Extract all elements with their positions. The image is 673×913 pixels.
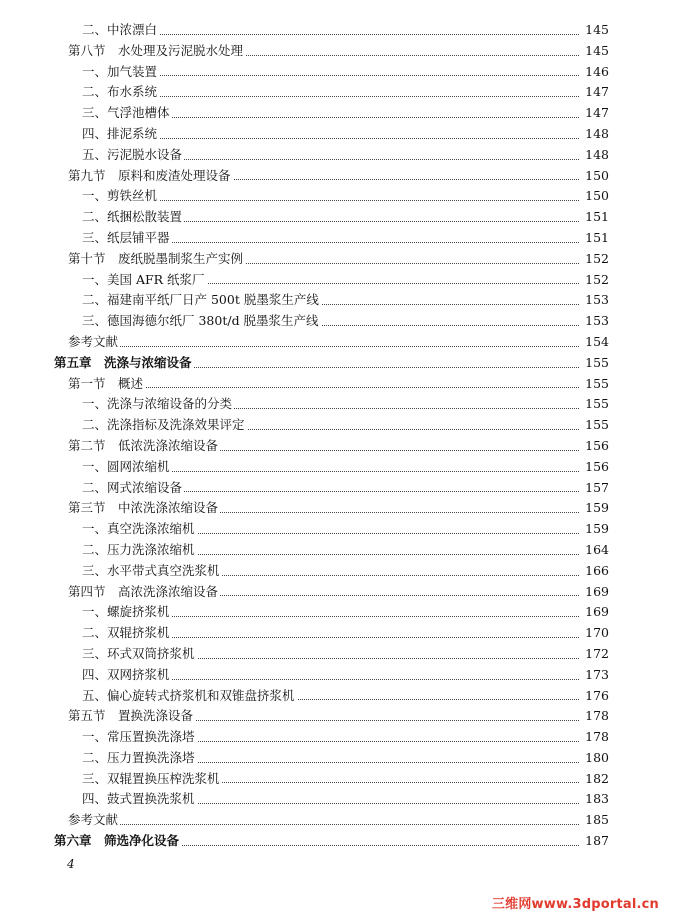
toc-entry-title: 第五节 置换洗涤设备	[68, 706, 195, 727]
toc-entry-title: 五、污泥脱水设备	[82, 145, 184, 166]
toc-entry-title: 三、德国海德尔纸厂 380t/d 脱墨浆生产线	[82, 311, 321, 332]
toc-entry-page: 166	[579, 561, 609, 582]
toc-entry-page: 159	[579, 498, 609, 519]
toc-entry-page: 169	[579, 582, 609, 603]
toc-entry-page: 157	[579, 478, 609, 499]
toc-entry-page: 169	[579, 602, 609, 623]
toc-entry-title: 一、洗涤与浓缩设备的分类	[82, 394, 234, 415]
toc-entry-title: 二、纸捆松散装置	[82, 207, 184, 228]
toc-entry-title: 二、布水系统	[82, 82, 159, 103]
toc-entry-page: 150	[579, 166, 609, 187]
toc-entry-page: 146	[579, 62, 609, 83]
toc-entry-page: 145	[579, 41, 609, 62]
toc-entry-title: 四、双网挤浆机	[82, 665, 172, 686]
toc-entry-page: 180	[579, 748, 609, 769]
toc-entry-title: 第五章 洗涤与浓缩设备	[54, 353, 194, 374]
toc-entry-title: 三、纸层铺平器	[82, 228, 172, 249]
toc-entry-page: 155	[579, 394, 609, 415]
toc-entry-title: 第六章 筛选净化设备	[54, 831, 181, 852]
toc-entry-title: 五、偏心旋转式挤浆机和双锥盘挤浆机	[82, 686, 297, 707]
toc-entry-title: 四、鼓式置换洗浆机	[82, 789, 197, 810]
toc-entry-title: 参考文献	[68, 332, 120, 353]
toc-entry-page: 187	[579, 831, 609, 852]
toc-entry-title: 二、中浓漂白	[82, 20, 159, 41]
toc-entry-page: 183	[579, 789, 609, 810]
toc-entry-page: 147	[579, 82, 609, 103]
toc-entry-title: 二、双辊挤浆机	[82, 623, 172, 644]
toc-entry-title: 一、常压置换洗涤塔	[82, 727, 197, 748]
toc-entry-page: 176	[579, 686, 609, 707]
toc-entry-title: 第九节 原料和废渣处理设备	[68, 166, 233, 187]
toc-entry-title: 三、气浮池槽体	[82, 103, 172, 124]
toc-entry-page: 182	[579, 769, 609, 790]
toc-entry-page: 148	[579, 145, 609, 166]
toc-entry-title: 第八节 水处理及污泥脱水处理	[68, 41, 245, 62]
toc-entry-page: 178	[579, 706, 609, 727]
toc-entry-page: 155	[579, 353, 609, 374]
toc-entry-title: 第二节 低浓洗涤浓缩设备	[68, 436, 220, 457]
toc-entry-page: 155	[579, 415, 609, 436]
toc-entry-page: 159	[579, 519, 609, 540]
toc-entry-title: 一、真空洗涤浓缩机	[82, 519, 197, 540]
toc-entry-title: 二、网式浓缩设备	[82, 478, 184, 499]
toc-entry-page: 154	[579, 332, 609, 353]
toc-entry-page: 172	[579, 644, 609, 665]
toc-entry-page: 147	[579, 103, 609, 124]
toc-entry-page: 185	[579, 810, 609, 831]
toc-entry-page: 170	[579, 623, 609, 644]
toc-entry	[0, 831, 673, 852]
watermark: 三维网www.3dportal.cn	[491, 897, 659, 912]
toc-entry-page: 173	[579, 665, 609, 686]
table-of-contents	[0, 20, 673, 852]
toc-entry-page: 151	[579, 207, 609, 228]
toc-entry-title: 三、环式双筒挤浆机	[82, 644, 197, 665]
toc-entry-page: 152	[579, 249, 609, 270]
toc-entry-page: 150	[579, 186, 609, 207]
toc-entry-title: 二、福建南平纸厂日产 500t 脱墨浆生产线	[82, 290, 321, 311]
toc-entry-title: 二、压力置换洗涤塔	[82, 748, 197, 769]
toc-entry-page: 164	[579, 540, 609, 561]
toc-entry-page: 152	[579, 270, 609, 291]
toc-entry-title: 参考文献	[68, 810, 120, 831]
toc-entry-page: 155	[579, 374, 609, 395]
toc-entry-title: 第一节 概述	[68, 374, 145, 395]
toc-entry-title: 二、压力洗涤浓缩机	[82, 540, 197, 561]
toc-entry-title: 一、美国 AFR 纸浆厂	[82, 270, 207, 291]
toc-entry-page: 145	[579, 20, 609, 41]
toc-entry-title: 第十节 废纸脱墨制浆生产实例	[68, 249, 245, 270]
page-number: 4	[67, 857, 75, 871]
toc-entry-page: 156	[579, 457, 609, 478]
toc-entry-title: 三、双辊置换压榨洗浆机	[82, 769, 222, 790]
toc-entry-page: 153	[579, 311, 609, 332]
toc-entry-page: 178	[579, 727, 609, 748]
toc-entry-title: 二、洗涤指标及洗涤效果评定	[82, 415, 247, 436]
toc-entry-title: 一、剪铁丝机	[82, 186, 159, 207]
toc-entry-title: 一、螺旋挤浆机	[82, 602, 172, 623]
toc-entry-title: 三、水平带式真空洗浆机	[82, 561, 222, 582]
toc-entry-title: 第三节 中浓洗涤浓缩设备	[68, 498, 220, 519]
toc-entry-page: 148	[579, 124, 609, 145]
toc-entry-title: 四、排泥系统	[82, 124, 159, 145]
toc-entry-title: 一、圆网浓缩机	[82, 457, 172, 478]
toc-entry-title: 一、加气装置	[82, 62, 159, 83]
toc-entry-title: 第四节 高浓洗涤浓缩设备	[68, 582, 220, 603]
toc-entry-page: 151	[579, 228, 609, 249]
toc-entry-page: 153	[579, 290, 609, 311]
toc-entry-page: 156	[579, 436, 609, 457]
